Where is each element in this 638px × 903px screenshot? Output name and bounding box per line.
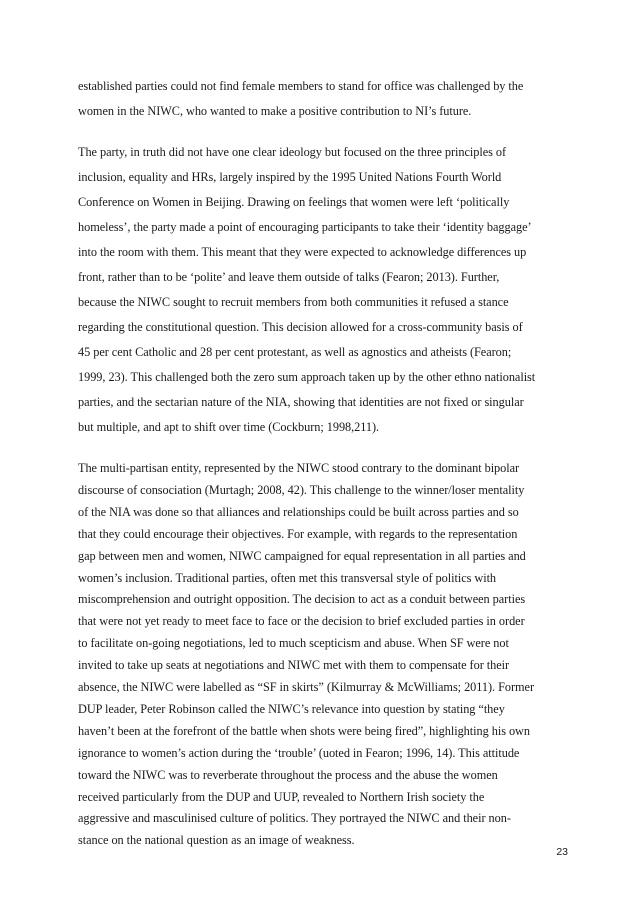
text-line: stance on the national question as an image of weakness. bbox=[78, 833, 355, 848]
text-line: absence, the NIWC were labelled as “SF in skirts” (Kilmurray & McWilliams; 2011). Former bbox=[78, 680, 535, 694]
text-line: miscomprehension and outright opposition. The decision to act as a conduit between parties bbox=[78, 592, 526, 607]
page-number: 23 bbox=[556, 846, 568, 858]
text-line: into the room with them. This meant that they were expected to acknowledge differences up bbox=[78, 245, 527, 259]
text-line: that were not yet ready to meet face to face or the decision to brief excluded parties in order bbox=[78, 614, 525, 629]
text-line: DUP leader, Peter Robinson called the NIWC’s relevance into question by stating “they bbox=[78, 701, 505, 716]
text-line: homeless’, the party made a point of encouraging participants to take their ‘identity baggage’ bbox=[78, 220, 532, 234]
text-line: received particularly from the DUP and UUP, revealed to Northern Irish society the bbox=[78, 789, 485, 804]
text-line: gap between men and women, NIWC campaigned for equal representation in all parties and bbox=[78, 548, 526, 563]
text-line: aggressive and masculinised culture of politics. They portrayed the NIWC and their non- bbox=[78, 811, 511, 826]
text-line: to facilitate on-going negotiations, led to much scepticism and abuse. When SF were not bbox=[78, 636, 509, 651]
text-line: front, rather than to be ‘polite’ and leave them outside of talks (Fearon; 2013). Further, bbox=[78, 270, 500, 284]
text-line: but multiple, and apt to shift over time (Cockburn; 1998,211). bbox=[78, 420, 380, 434]
text-line: women in the NIWC, who wanted to make a positive contribution to NI’s future. bbox=[78, 104, 472, 118]
text-line: established parties could not find female members to stand for office was challenged by the bbox=[78, 79, 524, 93]
text-line: regarding the constitutional question. This decision allowed for a cross-community basis of bbox=[78, 320, 523, 334]
text-line: 1999, 23). This challenged both the zero sum approach taken up by the other ethno nationalist bbox=[78, 370, 536, 384]
text-line: invited to take up seats at negotiations and NIWC met with them to compensate for their bbox=[78, 658, 510, 673]
text-line: haven’t been at the forefront of the battle when shots were being fired”, highlighting his own bbox=[78, 723, 530, 738]
text-line: because the NIWC sought to recruit members from both communities it refused a stance bbox=[78, 295, 509, 309]
text-line: ignorance to women’s action during the ‘trouble’ (uoted in Fearon; 1996, 14). This attitude bbox=[78, 745, 520, 760]
text-line: toward the NIWC was to reverberate throughout the process and the abuse the women bbox=[78, 767, 498, 782]
text-line: The multi-partisan entity, represented by the NIWC stood contrary to the dominant bipolar bbox=[78, 461, 520, 475]
text-line: Conference on Women in Beijing. Drawing on feelings that women were left ‘politically bbox=[78, 195, 510, 209]
text-line: parties, and the sectarian nature of the NIA, showing that identities are not fixed or singular bbox=[78, 395, 524, 409]
text-line: women’s inclusion. Traditional parties, often met this transversal style of politics with bbox=[78, 570, 497, 585]
text-line: inclusion, equality and HRs, largely inspired by the 1995 United Nations Fourth World bbox=[78, 170, 502, 184]
text-line: of the NIA was done so that alliances and relationships could be built across parties and so bbox=[78, 504, 519, 519]
text-line: 45 per cent Catholic and 28 per cent protestant, as well as agnostics and atheists (Fearon; bbox=[78, 345, 512, 359]
text-line: The party, in truth did not have one clear ideology but focused on the three principles of bbox=[78, 145, 507, 159]
text-line: that they could encourage their objectives. For example, with regards to the representation bbox=[78, 526, 518, 541]
text-line: discourse of consociation (Murtagh; 2008, 42). This challenge to the winner/loser mentality bbox=[78, 482, 525, 497]
